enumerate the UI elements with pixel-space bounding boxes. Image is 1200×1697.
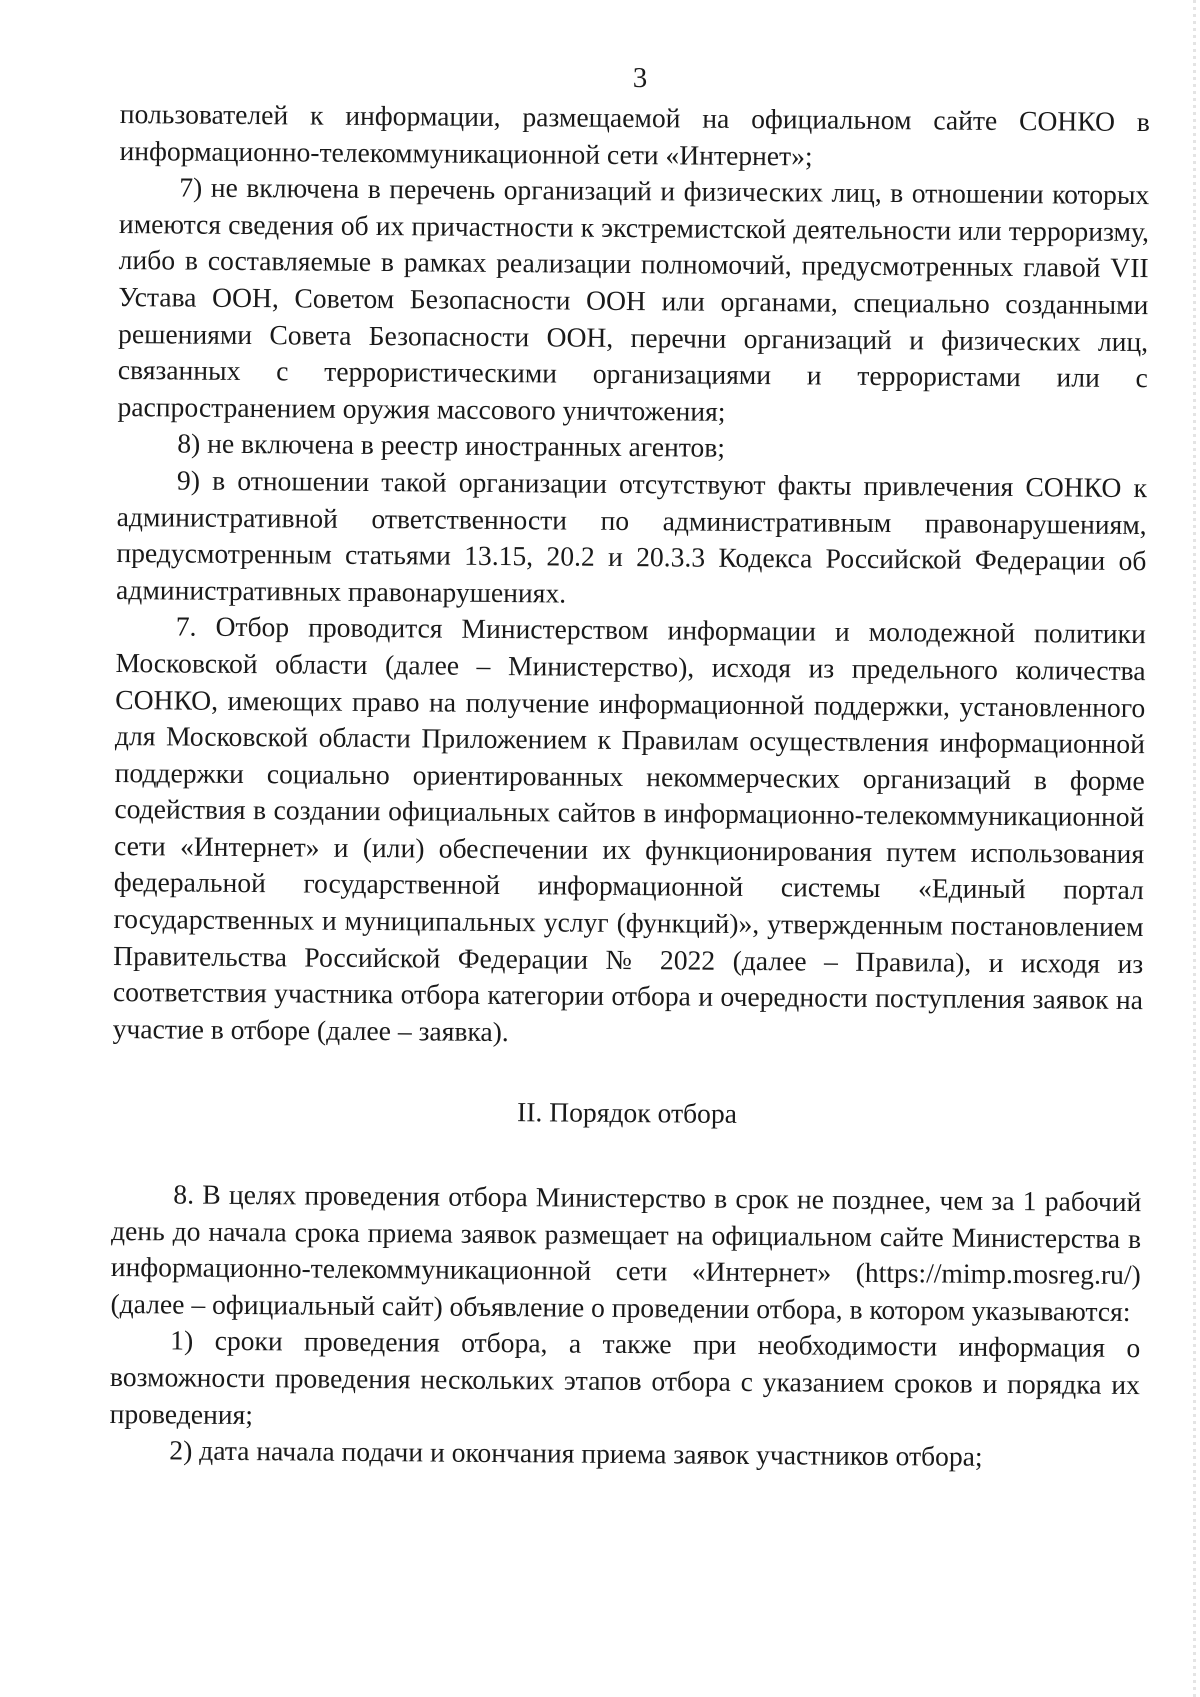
paragraph-item-9: 9) в отношении такой организации отсутствуют факты привлечения СОНКО к административной ответственности по административным правонарушениям, предусмотренным статьями 13.15, 20.2 и 20.3.3 Кодекса Российской Федерации об административных правонарушениях. (116, 464, 1148, 609)
paragraph-continuation: пользователей к информации, размещаемой на официальном сайте СОНКО в информационно-телекоммуникационной сети «Интернет»; (119, 97, 1150, 172)
paragraph-subitem-1: 1) сроки проведения отбора, а также при необходимости информация о возможности проведения нескольких этапов отбора с указанием сроков и порядка их проведения; (109, 1324, 1141, 1430)
document-body (109, 96, 1150, 1477)
paragraph-clause-7: 7. Отбор проводится Министерством информации и молодежной политики Московской области (далее – Министерство), исходя из предельного количества СОНКО, имеющих право на получение информационной поддержки, установленного для Московской области Приложением к Правилам осуществления информационной поддержки социально ориентированных некоммерческих организаций в форме содействия в создании официальных сайтов в информационно-телекоммуникационной сети «Интернет» и (или) обеспечении их функционирования путем использования федеральной государственной информационной системы «Единый портал государственных и муниципальных услуг (функций)», утвержденным постановлением Правительства Российской Федерации № 2022 (далее – Правила), и исходя из соответствия участника отбора категории отбора и очередности поступления заявок на участие в отборе (далее – заявка). (112, 610, 1146, 1047)
paragraph-clause-8: 8. В целях проведения отбора Министерство в срок не позднее, чем за 1 рабочий день до начала срока приема заявок размещает на официальном сайте Министерства в информационно-телекоммуникационной сети «Интернет» (https://mimp.mosreg.ru/) (далее – официальный сайт) объявление о проведении отбора, в котором указываются: (110, 1178, 1142, 1327)
paragraph-subitem-2: 2) дата начала подачи и окончания приема заявок участников отбора; (169, 1434, 983, 1473)
section-heading: II. Порядок отбора (516, 1096, 738, 1130)
paragraph-item-7: 7) не включена в перечень организаций и физических лиц, в отношении которых имеются сведения об их причастности к экстремистской деятельности или терроризму, либо в составляемые в рамках реализации полномочий, предусмотренных главой VII Устава ООН, Советом Безопасности ООН или органами, специально созданными решениями Совета Безопасности ООН, перечни организаций и физических лиц, связанных с террористическими организациями и террористами или с распространением оружия массового уничтожения; (117, 171, 1150, 427)
page-number: 3 (632, 62, 648, 94)
paragraph-item-8: 8) не включена в реестр иностранных агентов; (177, 427, 726, 464)
